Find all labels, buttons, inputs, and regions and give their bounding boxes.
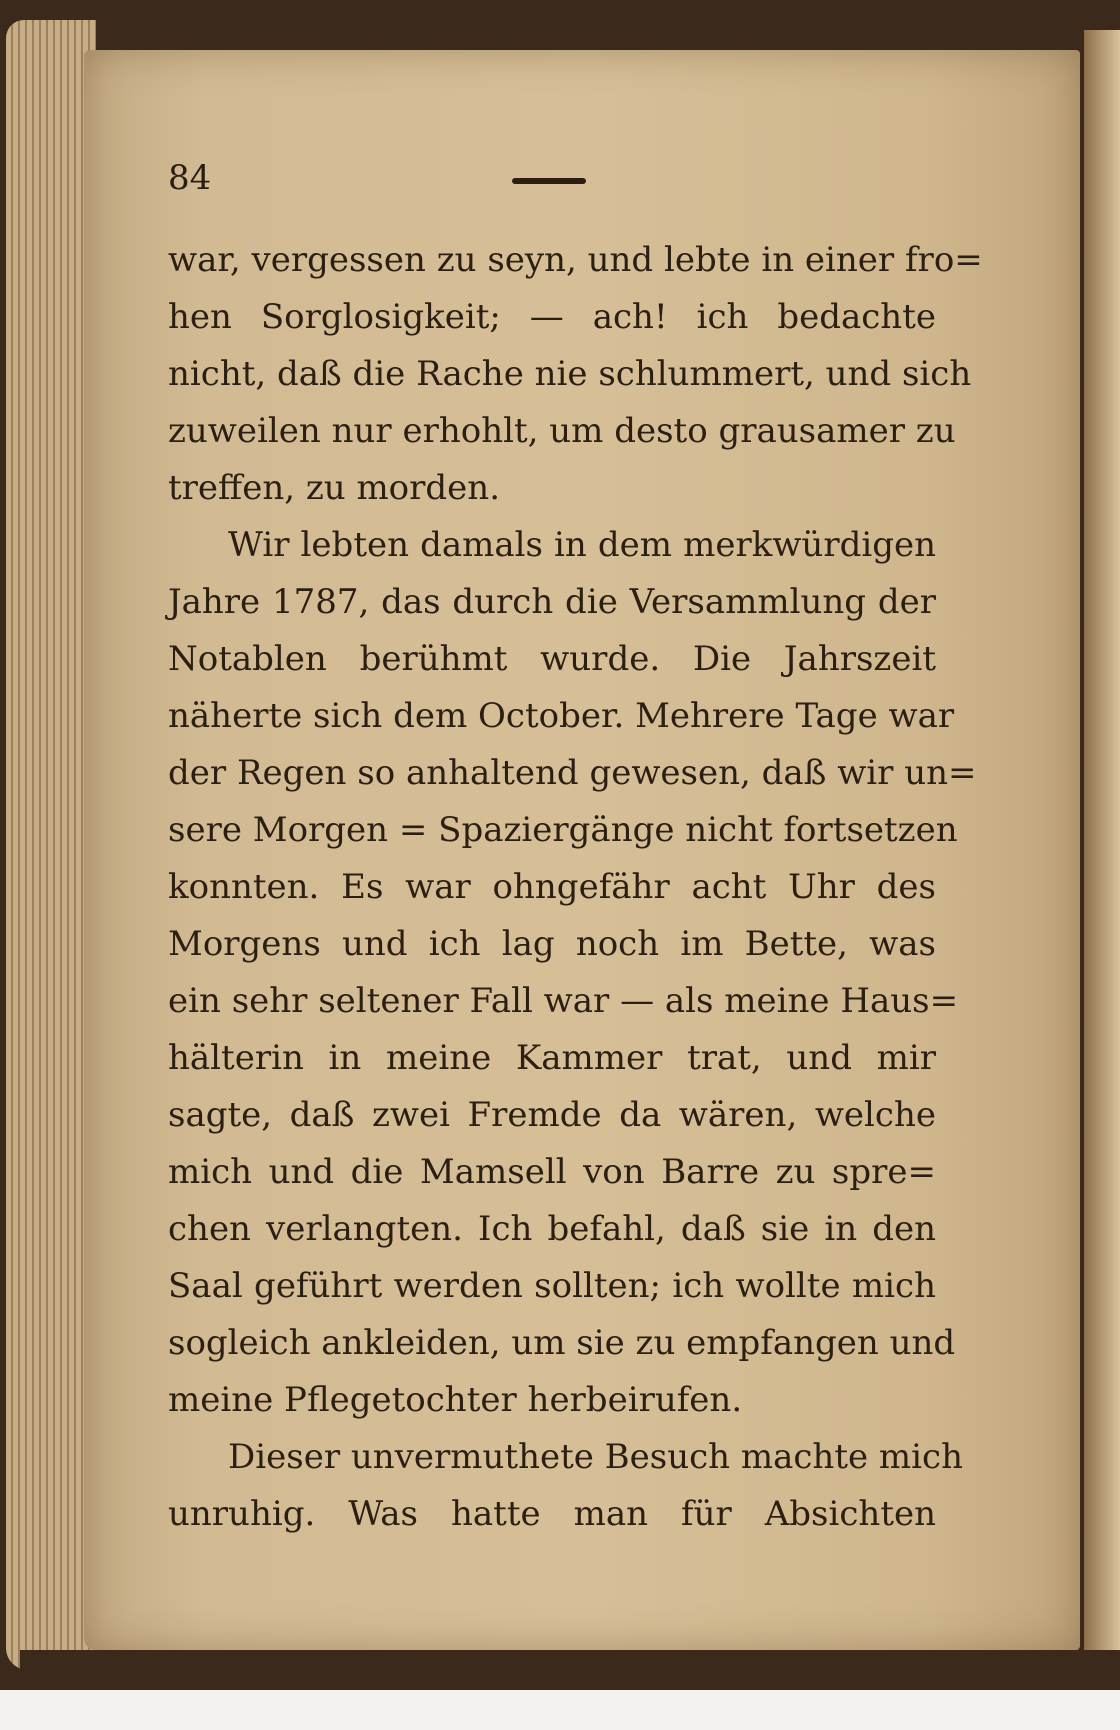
text-line: sagte, daß zwei Fremde da wären, welche: [168, 1095, 936, 1135]
text-line: hen Sorglosigkeit; — ach! ich bedachte: [168, 297, 936, 337]
text-line: sere Morgen = Spaziergänge nicht fortsetzen: [168, 810, 958, 850]
text-line: Notablen berühmt wurde. Die Jahrszeit: [168, 639, 936, 679]
body-text: [168, 232, 983, 1543]
page-number: 84: [168, 158, 212, 198]
text-line: unruhig. Was hatte man für Absichten: [168, 1494, 936, 1534]
text-line: sogleich ankleiden, um sie zu empfangen und: [168, 1323, 956, 1363]
text-line: hälterin in meine Kammer trat, und mir: [168, 1038, 936, 1078]
text-line: Dieser unvermuthete Besuch machte mich: [228, 1437, 963, 1477]
text-line: war, vergessen zu seyn, und lebte in einer fro=: [168, 240, 983, 280]
text-line: treffen, zu morden.: [168, 468, 500, 508]
text-line: chen verlangten. Ich befahl, daß sie in den: [168, 1209, 936, 1249]
header-rule: [512, 178, 586, 184]
facing-page-edge: [1084, 30, 1120, 1650]
text-line: der Regen so anhaltend gewesen, daß wir un=: [168, 753, 977, 793]
text-line: konnten. Es war ohngefähr acht Uhr des: [168, 867, 936, 907]
text-line: Wir lebten damals in dem merkwürdigen: [228, 525, 936, 565]
bottom-shadow: [20, 1650, 1120, 1690]
text-line: mich und die Mamsell von Barre zu spre=: [168, 1152, 936, 1192]
text-line: näherte sich dem October. Mehrere Tage war: [168, 696, 955, 736]
text-line: Saal geführt werden sollten; ich wollte mich: [168, 1266, 936, 1306]
text-line: nicht, daß die Rache nie schlummert, und sich: [168, 354, 972, 394]
text-line: ein sehr seltener Fall war — als meine Haus=: [168, 981, 959, 1021]
text-line: Morgens und ich lag noch im Bette, was: [168, 924, 936, 964]
text-line: meine Pflegetochter herbeirufen.: [168, 1380, 743, 1420]
text-line: Jahre 1787, das durch die Versammlung der: [168, 582, 936, 622]
page-edges: [6, 20, 96, 1670]
text-line: zuweilen nur erhohlt, um desto grausamer zu: [168, 411, 956, 451]
